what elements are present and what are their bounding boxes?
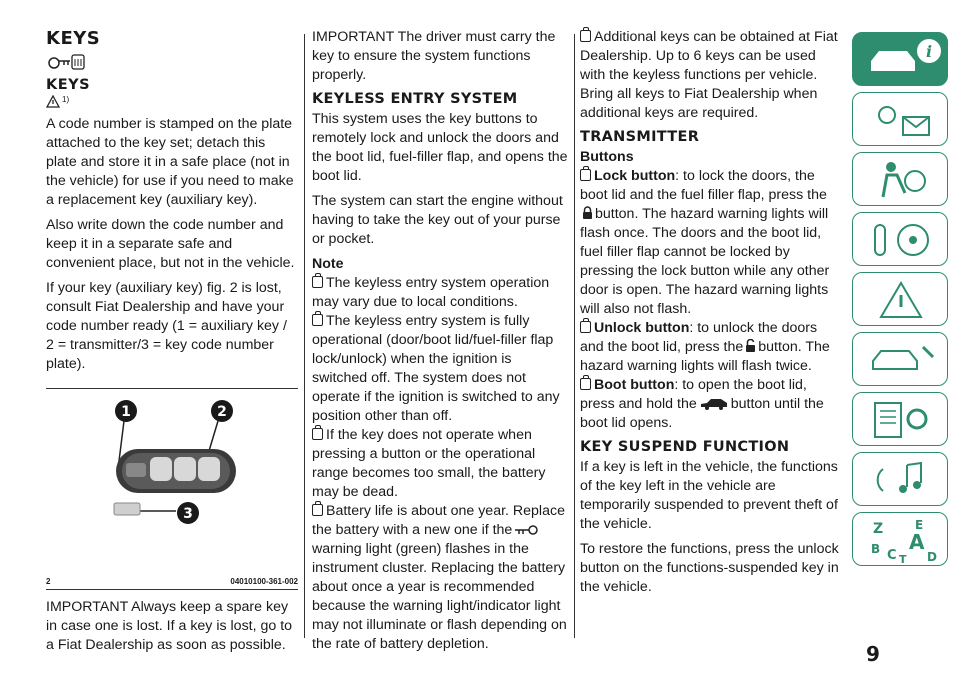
- lock-text-cont: button. The hazard warning lights will flash once. The doors and the boot lid, fuel filler flap cannot be locked by pressing the lock button while any other door is open. The hazard warning lights will also not flash.: [580, 206, 830, 317]
- starting-driving-icon: [853, 213, 949, 267]
- callout-1: [115, 400, 137, 422]
- maintenance-icon: [853, 333, 949, 387]
- warning-triangle-icon: [46, 95, 60, 108]
- figure-caption: [46, 577, 298, 586]
- note-item-cont: warning light (green) flashes in the instrument cluster. Replacing the battery about once a year is recommended because the warning light/indicator light may not illuminate or flash depending on the rate of battery depletion.: [312, 541, 567, 652]
- column-middle: [312, 28, 570, 654]
- index-letter: Z: [873, 521, 884, 537]
- reference-number: 1): [62, 95, 70, 104]
- callout-3-label: 3: [183, 506, 193, 522]
- key-warning-icon: [514, 523, 538, 536]
- unlock-icon: [745, 339, 756, 353]
- index-letter: D: [927, 550, 937, 564]
- callout-2: [211, 400, 233, 422]
- section-heading: TRANSMITTER: [580, 129, 700, 145]
- note-item: The keyless entry system operation may vary due to local conditions.: [312, 275, 550, 310]
- section-subtitle: KEYS: [46, 77, 91, 93]
- bullet-icon: [580, 321, 591, 333]
- callout-2-label: 2: [217, 404, 227, 420]
- section-title: KEYS: [46, 28, 101, 49]
- key-icon: [46, 51, 298, 77]
- key-figure: [46, 388, 298, 590]
- column-divider: [304, 34, 305, 638]
- lock-text: : to lock the doors, the boot lid and the fuel filler flap, press the: [580, 168, 827, 203]
- note-item: If the key does not operate when pressing a button or the operational range becomes too small, the battery may be dead.: [312, 427, 546, 500]
- paragraph: Also write down the code number and keep it in a separate safe and convenient place, but not in the vehicle.: [46, 217, 295, 271]
- technical-data-icon: [853, 393, 949, 447]
- unlock-text: : to unlock the doors and the boot lid, press the: [580, 320, 818, 355]
- section-heading: KEYLESS ENTRY SYSTEM: [312, 91, 518, 107]
- tab-technical-data[interactable]: [852, 392, 948, 446]
- index-letter: C: [887, 548, 897, 563]
- bullet-icon: [312, 314, 323, 326]
- lock-icon: [582, 206, 593, 220]
- index-letter: A: [909, 530, 925, 554]
- note-item: Battery life is about one year. Replace the battery with a new one if the: [312, 503, 565, 538]
- tab-car-info[interactable]: [852, 32, 948, 86]
- note-label: Note: [312, 256, 344, 272]
- page-number: 9: [866, 642, 880, 666]
- paragraph: IMPORTANT Always keep a spare key in case one is lost. If a key is lost, go to a Fiat Dealership as soon as possible.: [46, 599, 293, 653]
- section-heading: KEY SUSPEND FUNCTION: [580, 439, 790, 455]
- bullet-icon: [580, 378, 591, 390]
- bullet-icon: [580, 30, 591, 42]
- tab-maintenance[interactable]: [852, 332, 948, 386]
- paragraph: If your key (auxiliary key) fig. 2 is lost, consult Fiat Dealership and have your code number ready (1 = auxiliary key / 2 = transmitter/3 = key code number plate).: [46, 280, 287, 372]
- tab-starting-driving[interactable]: [852, 212, 948, 266]
- bullet-icon: [580, 169, 591, 181]
- boot-button-label: Boot button: [594, 377, 675, 393]
- key-illustration: [46, 389, 298, 569]
- column-left: [46, 28, 298, 661]
- index-icon: [853, 513, 949, 567]
- chapter-tabs: [852, 32, 948, 572]
- figure-number: 2: [46, 577, 51, 586]
- unlock-text-cont: button. The hazard warning lights will flash twice.: [580, 339, 830, 374]
- callout-1-label: 1: [121, 404, 131, 420]
- buttons-label: Buttons: [580, 149, 634, 165]
- emergency-icon: [853, 273, 949, 327]
- lock-button-label: Lock button: [594, 168, 676, 184]
- boot-text: : to open the boot lid, press and hold the: [580, 377, 807, 412]
- warning-lights-icon: [853, 93, 949, 147]
- tab-warning-lights[interactable]: [852, 92, 948, 146]
- tab-emergency[interactable]: [852, 272, 948, 326]
- boot-car-icon: [699, 398, 729, 410]
- multimedia-icon: [853, 453, 949, 507]
- bullet-icon: [312, 428, 323, 440]
- callout-3: [177, 502, 199, 524]
- column-right: [580, 28, 840, 603]
- paragraph: A code number is stamped on the plate attached to the key set; detach this plate and store it in a safe place (not in the vehicle) for use if you need to make a replacement key (auxiliary key).: [46, 116, 294, 208]
- paragraph: IMPORTANT The driver must carry the key to ensure the system functions properly.: [312, 29, 556, 83]
- paragraph: Additional keys can be obtained at Fiat Dealership. Up to 6 keys can be used with the keyless functions per vehicle. Bring all keys to Fiat Dealership when additional keys are required.: [580, 29, 838, 121]
- safety-icon: [853, 153, 949, 207]
- index-letter: B: [871, 542, 881, 556]
- paragraph: The system can start the engine without having to take the key out of your purse or pocket.: [312, 193, 563, 247]
- tab-index[interactable]: [852, 512, 948, 566]
- svg-text:i: i: [925, 42, 933, 61]
- index-letter: E: [915, 518, 924, 532]
- paragraph: If a key is left in the vehicle, the functions of the key left in the vehicle are temporarily suspended to prevent theft of the vehicle.: [580, 459, 838, 532]
- note-item: The keyless entry system is fully operational (door/boot lid/fuel-filler flap lock/unlock) when the ignition is switched off. The system does not operate if the ignition is switched to any position other than off.: [312, 313, 560, 424]
- boot-text-cont: button until the boot lid opens.: [580, 396, 824, 431]
- paragraph: To restore the functions, press the unlock button on the functions-suspended key in the vehicle.: [580, 541, 839, 595]
- bullet-icon: [312, 276, 323, 288]
- warning-reference: [46, 95, 298, 115]
- unlock-button-label: Unlock button: [594, 320, 690, 336]
- bullet-icon: [312, 504, 323, 516]
- car-info-icon: [853, 33, 949, 87]
- figure-code: 04010100-361-002: [230, 577, 298, 586]
- column-divider: [574, 34, 575, 638]
- index-letter: T: [899, 553, 907, 566]
- paragraph: This system uses the key buttons to remotely lock and unlock the doors and the boot lid, fuel-filler flap, and opens the boot lid.: [312, 111, 568, 184]
- tab-multimedia[interactable]: [852, 452, 948, 506]
- tab-safety[interactable]: [852, 152, 948, 206]
